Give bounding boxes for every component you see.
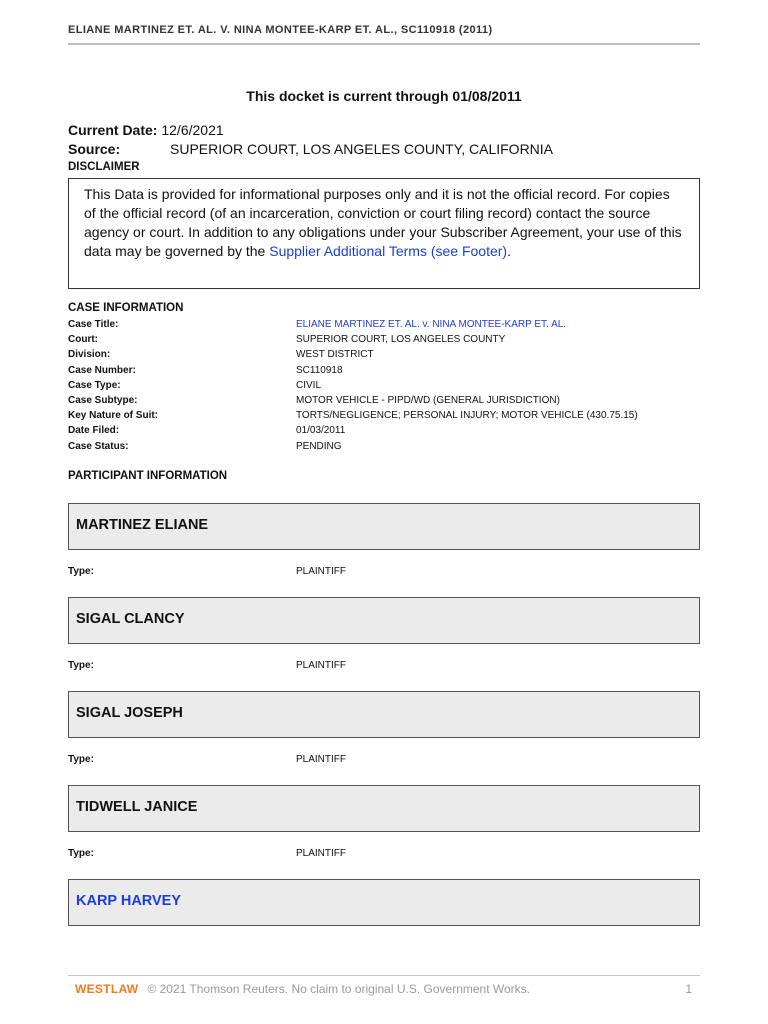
case-title-link[interactable]: ELIANE MARTINEZ ET. AL. v. NINA MONTEE-KARP ET. AL. [296,319,567,330]
disclaimer-heading: DISCLAIMER [68,161,140,173]
participant-information-heading: PARTICIPANT INFORMATION [68,470,228,482]
court-label: Court: [68,334,98,346]
participant-type-value: PLAINTIFF [296,566,347,577]
participant-type-value: PLAINTIFF [296,754,347,765]
participant-type-label: Type: [68,660,94,671]
case-number-label: Case Number: [68,364,136,376]
case-number-row [68,365,700,380]
division-row [68,349,700,364]
participant-type-value: PLAINTIFF [296,848,347,859]
division-label: Division: [68,349,111,361]
participant-name-box: SIGAL CLANCY [68,597,700,644]
source-label: Source: [68,141,121,157]
disclaimer-trailing: . [507,243,511,259]
participant-name-box: MARTINEZ ELIANE [68,503,700,550]
date-filed-row [68,425,700,440]
nature-of-suit-label: Key Nature of Suit: [68,410,159,422]
current-date-label: Current Date: [68,122,158,138]
supplier-terms-link[interactable]: Supplier Additional Terms (see Footer) [269,243,508,259]
court-row [68,334,700,349]
westlaw-logo: WESTLAW [75,982,139,996]
case-title-row [68,319,700,334]
case-status-row [68,441,700,456]
date-filed-label: Date Filed: [68,425,120,437]
case-status-value: PENDING [296,440,342,452]
source-value: SUPERIOR COURT, LOS ANGELES COUNTY, CALIFORNIA [170,141,554,157]
case-subtype-value: MOTOR VEHICLE - PIPD/WD (GENERAL JURISDICTION) [296,394,560,406]
participant-name-link[interactable]: KARP HARVEY [68,879,700,926]
source-row [68,141,554,157]
case-information-heading: CASE INFORMATION [68,302,184,314]
case-information-table [68,319,700,456]
participant-type-label: Type: [68,848,94,859]
current-date-value: 12/6/2021 [161,122,224,138]
footer-divider [68,975,700,976]
case-number-value: SC110918 [296,364,343,376]
case-subtype-label: Case Subtype: [68,394,138,406]
page-footer [68,982,700,996]
case-subtype-row [68,395,700,410]
court-value: SUPERIOR COURT, LOS ANGELES COUNTY [296,334,506,346]
copyright-notice: © 2021 Thomson Reuters. No claim to original U.S. Government Works. [147,982,530,996]
header-divider [68,43,700,45]
participant-type-value: PLAINTIFF [296,660,347,671]
participant-type-label: Type: [68,566,94,577]
docket-currency-note: This docket is current through 01/08/2011 [246,88,522,104]
nature-of-suit-value: TORTS/NEGLIGENCE; PERSONAL INJURY; MOTOR VEHICLE (430.75.15) [296,410,638,422]
case-type-label: Case Type: [68,379,121,391]
case-title-label: Case Title: [68,319,119,330]
participant-name-box: SIGAL JOSEPH [68,691,700,738]
running-header: ELIANE MARTINEZ ET. AL. V. NINA MONTEE-KARP ET. AL., SC110918 (2011) [68,24,493,36]
participant-name-box: TIDWELL JANICE [68,785,700,832]
case-status-label: Case Status: [68,440,129,452]
nature-of-suit-row [68,410,700,425]
participant-type-label: Type: [68,754,94,765]
disclaimer-box [68,178,700,289]
page-number: 1 [685,982,692,996]
division-value: WEST DISTRICT [296,349,374,361]
case-type-row [68,380,700,395]
case-type-value: CIVIL [296,379,322,391]
disclaimer-text: This Data is provided for informational purposes only and it is not the official record. For copies of the official record (of an incarceration, conviction or court filing record) contact the source agency or court. In addition to any obligations under your Subscriber Agreement, your use of this data may be governed by the [84,186,682,259]
date-filed-value: 01/03/2011 [296,425,346,437]
current-date-row [68,122,224,138]
